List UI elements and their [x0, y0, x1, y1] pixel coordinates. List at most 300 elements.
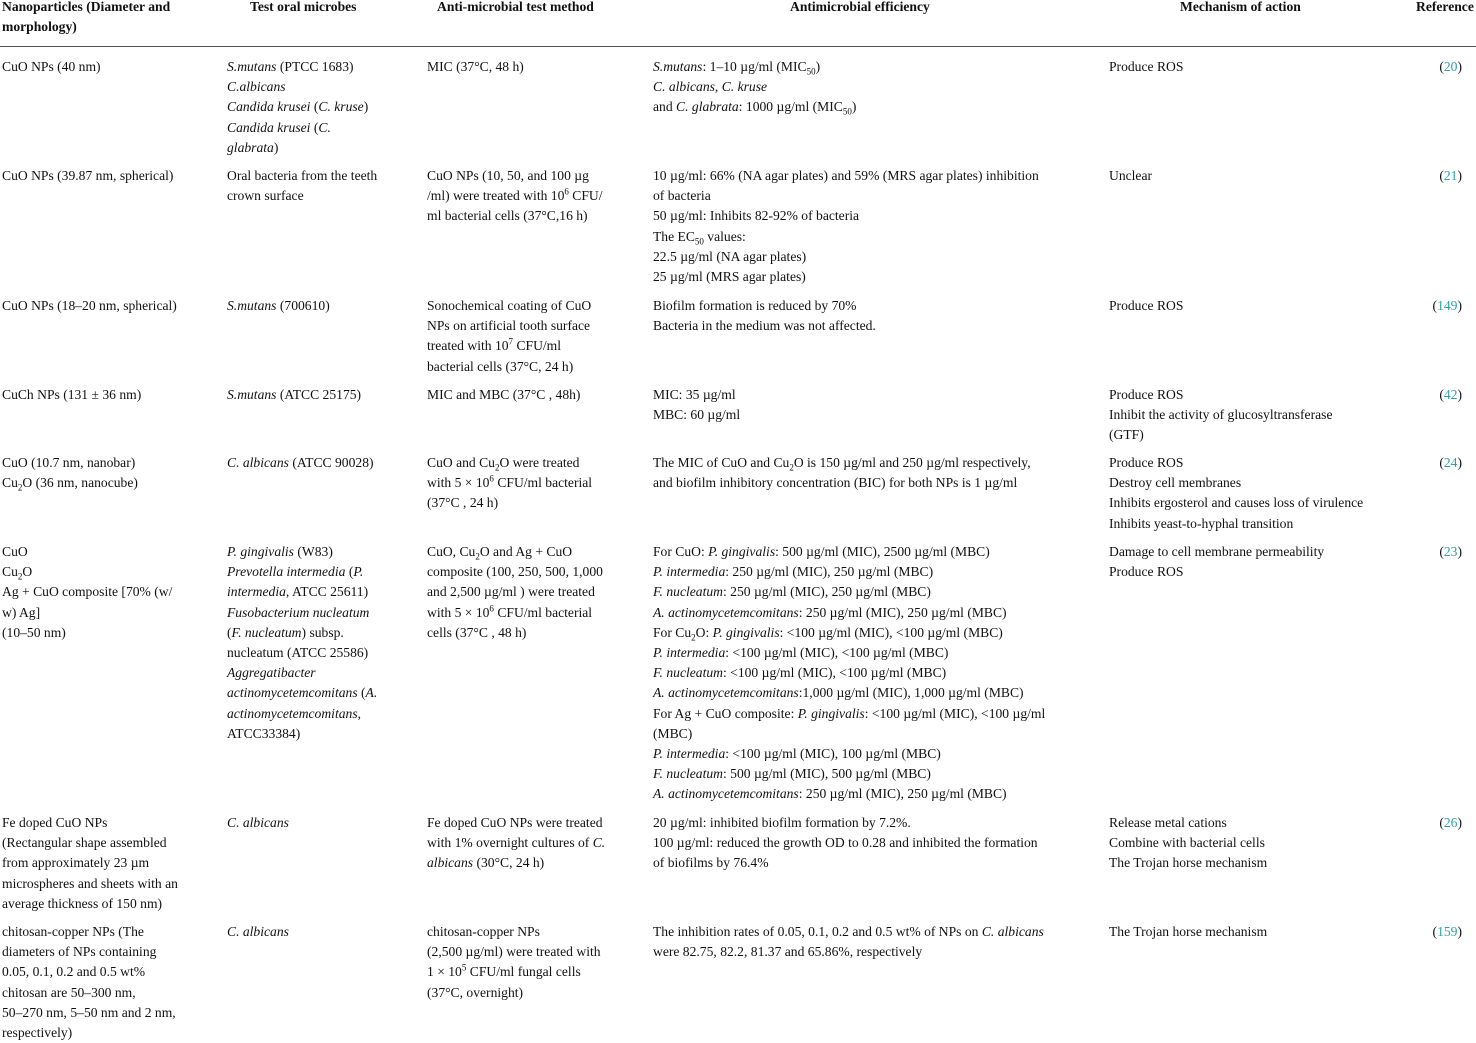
cell-line: [653, 247, 1093, 267]
text-run: NPs on artificial tooth surface: [427, 318, 591, 334]
cell-line: [1109, 922, 1409, 942]
cell-line: [653, 473, 1093, 493]
cell-line: [653, 186, 1093, 206]
cell-line: [1109, 514, 1409, 534]
text-run: C. glabrata: [676, 99, 739, 115]
cell-reference: [1433, 296, 1462, 316]
cell-line: [653, 922, 1093, 942]
cell-line: [227, 453, 422, 473]
cell-line: [2, 166, 207, 186]
cell-line: [427, 833, 642, 853]
cell-line: [427, 813, 642, 833]
text-run: Biofilm formation is reduced by 70%: [653, 298, 857, 313]
text-run: 50: [842, 107, 852, 118]
text-run: (W83): [293, 544, 333, 559]
cell-line: [427, 562, 642, 582]
text-run: P. gingivalis: [708, 544, 776, 559]
cell-mechanism: [1109, 813, 1409, 874]
cell-line: [653, 77, 1093, 97]
text-run: ): [363, 99, 369, 115]
text-run: of biofilms by 76.4%: [653, 855, 769, 871]
text-run: (: [310, 99, 319, 115]
text-run: S.mutans: [653, 59, 703, 74]
text-run: from approximately 23 µm: [2, 855, 150, 871]
text-run: O is 150 µg/ml and 250 µg/ml respectively,: [793, 455, 1031, 470]
cell-reference: [1439, 542, 1462, 562]
cell-nanoparticles: [2, 166, 207, 186]
text-run: Cu: [2, 564, 18, 580]
cell-line: [2, 853, 207, 873]
header-antimicrobial-efficiency: Antimicrobial efficiency: [790, 0, 930, 14]
cell-line: [227, 663, 422, 683]
text-run: CuO and Cu: [427, 455, 495, 470]
text-run: 6: [564, 186, 569, 197]
cell-line: [427, 336, 642, 356]
text-run: 50: [694, 236, 704, 247]
cell-line: [427, 603, 642, 623]
cell-line: [1109, 296, 1409, 316]
text-run: chitosan-copper NPs: [427, 924, 540, 939]
paren: (: [1432, 298, 1438, 313]
text-run: ): [851, 99, 857, 115]
text-run: nucleatum (ATCC 25586): [227, 645, 369, 661]
cell-line: [2, 296, 207, 316]
cell-line: [227, 542, 422, 562]
header-test-method: Anti-microbial test method: [437, 0, 594, 14]
text-run: CuO, Cu: [427, 544, 476, 559]
cell-test-method: [427, 166, 642, 227]
text-run: For Ag + CuO composite:: [653, 705, 798, 721]
text-run: O (36 nm, nanocube): [22, 475, 138, 491]
text-run: S.mutans: [227, 387, 277, 402]
cell-line: [2, 1003, 207, 1023]
cell-nanoparticles: [2, 813, 207, 914]
header-line: morphology): [2, 19, 77, 34]
paren: ): [1457, 924, 1462, 939]
text-run: O and Ag + CuO: [479, 544, 573, 559]
text-run: 2: [17, 571, 23, 582]
cell-line: [653, 296, 1093, 316]
cell-nanoparticles: [2, 922, 207, 1043]
text-run: : 250 µg/ml (MIC), 250 µg/ml (MBC): [798, 786, 1007, 802]
text-run: (Rectangular shape assembled: [2, 835, 167, 851]
cell-line: [2, 473, 207, 493]
text-run: with 5 × 10: [427, 604, 490, 620]
text-run: (700610): [276, 298, 330, 313]
text-run: Oral bacteria from the teeth: [227, 168, 378, 183]
text-run: O:: [695, 624, 713, 640]
paren: (: [1439, 168, 1444, 183]
cell-line: [2, 813, 207, 833]
text-run: A. actinomycetemcomitans: [653, 685, 799, 701]
text-run: O: [22, 564, 33, 580]
text-run: A. actinomycetemcomitans: [653, 604, 799, 620]
cell-line: [427, 853, 642, 873]
text-run: diameters of NPs containing: [2, 944, 157, 960]
cell-mechanism: [1109, 453, 1409, 534]
text-run: (: [357, 685, 366, 701]
text-run: (MBC): [653, 725, 693, 741]
cell-line: [653, 57, 1093, 77]
cell-line: [653, 724, 1093, 744]
cell-line: [427, 962, 642, 982]
text-run: CuO: [2, 544, 28, 559]
text-run: ) subsp.: [301, 624, 344, 640]
text-run: (37°C , 24 h): [427, 495, 499, 511]
text-run: CFU/ml fungal cells: [466, 964, 581, 980]
text-run: 25 µg/ml (MRS agar plates): [653, 269, 806, 285]
text-run: and: [653, 99, 677, 115]
text-run: : 500 µg/ml (MIC), 500 µg/ml (MBC): [722, 766, 931, 782]
cell-line: [1109, 853, 1409, 873]
text-run: Fe doped CuO NPs were treated: [427, 815, 603, 830]
cell-line: [1109, 166, 1409, 186]
cell-line: [1109, 542, 1409, 562]
cell-nanoparticles: [2, 453, 207, 493]
text-run: : 250 µg/ml (MIC), 250 µg/ml (MBC): [722, 584, 931, 600]
text-run: composite (100, 250, 500, 1,000: [427, 564, 603, 580]
cell-antimicrobial-efficiency: [653, 166, 1093, 287]
text-run: MIC and MBC (37°C , 48h): [427, 387, 581, 402]
cell-line: [2, 542, 207, 562]
cell-line: [427, 983, 642, 1003]
text-run: crown surface: [227, 188, 304, 204]
cell-line: [653, 166, 1093, 186]
cell-antimicrobial-efficiency: [653, 296, 1093, 336]
text-run: intermedia: [227, 584, 286, 600]
text-run: microspheres and sheets with an: [2, 875, 178, 891]
text-run: (ATCC 25175): [276, 387, 362, 402]
text-run: F. nucleatum: [653, 665, 723, 681]
text-run: O were treated: [499, 455, 580, 470]
text-run: were 82.75, 82.2, 81.37 and 65.86%, respectively: [653, 944, 923, 960]
text-run: 50–270 nm, 5–50 nm and 2 nm,: [2, 1004, 176, 1020]
cell-line: [2, 983, 207, 1003]
cell-line: [1109, 425, 1409, 445]
paren: (: [1439, 544, 1444, 559]
header-rule: [0, 46, 1476, 47]
cell-nanoparticles: [2, 542, 207, 643]
cell-line: [227, 813, 422, 833]
cell-line: [227, 138, 422, 158]
cell-line: [427, 493, 642, 513]
cell-line: [1109, 562, 1409, 582]
text-run: The Trojan horse mechanism: [1109, 924, 1268, 939]
cell-line: [653, 97, 1093, 117]
paren: ): [1457, 298, 1462, 313]
cell-test-method: [427, 542, 642, 643]
cell-test-oral-microbes: [227, 166, 422, 206]
cell-test-method: [427, 922, 642, 1003]
text-run: (ATCC 90028): [288, 455, 374, 470]
text-run: P. intermedia: [653, 564, 726, 580]
cell-line: [653, 582, 1093, 602]
cell-line: [653, 227, 1093, 247]
cell-nanoparticles: [2, 57, 207, 77]
text-run: 5: [461, 962, 467, 973]
cell-test-oral-microbes: [227, 922, 422, 942]
cell-line: [427, 473, 642, 493]
text-run: CFU/ml bacterial: [493, 475, 593, 491]
cell-line: [653, 405, 1093, 425]
text-run: : 1–10 µg/ml (MIC: [702, 59, 807, 74]
text-run: Produce ROS: [1109, 387, 1184, 402]
text-run: 6: [489, 473, 494, 484]
text-run: Inhibit the activity of glucosyltransferase: [1109, 407, 1333, 423]
text-run: MBC: 60 µg/ml: [653, 407, 741, 423]
cell-test-method: [427, 453, 642, 514]
text-run: /ml) were treated with 10: [427, 188, 565, 204]
cell-line: [1109, 833, 1409, 853]
cell-line: [2, 562, 207, 582]
cell-line: [2, 623, 207, 643]
paren: ): [1457, 544, 1462, 559]
reference-link[interactable]: 149: [1437, 298, 1458, 313]
text-run: (: [345, 564, 354, 580]
text-run: (30°C, 24 h): [473, 855, 545, 871]
text-run: ml bacterial cells (37°C,16 h): [427, 208, 588, 224]
text-run: chitosan are 50–300 nm,: [2, 984, 136, 1000]
cell-mechanism: [1109, 57, 1409, 77]
text-run: C.: [592, 835, 606, 851]
text-run: A. actinomycetemcomitans: [653, 786, 799, 802]
text-run: For Cu: [653, 624, 692, 640]
text-run: cells (37°C , 48 h): [427, 624, 527, 640]
cell-line: [2, 894, 207, 914]
cell-line: [1109, 813, 1409, 833]
reference-link[interactable]: 20: [1443, 59, 1458, 74]
reference-link[interactable]: 21: [1443, 168, 1458, 183]
text-run: with 1% overnight cultures of: [427, 835, 593, 851]
cell-line: [227, 118, 422, 138]
text-run: MIC: 35 µg/ml: [653, 387, 736, 402]
cell-antimicrobial-efficiency: [653, 542, 1093, 805]
cell-test-oral-microbes: [227, 453, 422, 473]
cell-reference: [1439, 813, 1462, 833]
cell-line: [427, 357, 642, 377]
cell-line: [2, 57, 207, 77]
cell-line: [427, 453, 642, 473]
text-run: : <100 µg/ml (MIC), <100 µg/ml (MBC): [725, 645, 949, 661]
text-run: values:: [703, 228, 746, 244]
cell-line: [653, 385, 1093, 405]
text-run: A.: [365, 685, 378, 701]
cell-line: [653, 453, 1093, 473]
cell-reference: [1433, 922, 1462, 942]
cell-test-oral-microbes: [227, 813, 422, 833]
reference-link[interactable]: 159: [1437, 924, 1458, 939]
cell-line: [227, 562, 422, 582]
text-run: Produce ROS: [1109, 298, 1184, 313]
cell-line: [427, 922, 642, 942]
cell-line: [2, 962, 207, 982]
text-run: : 500 µg/ml (MIC), 2500 µg/ml (MBC): [775, 544, 990, 559]
cell-line: [653, 813, 1093, 833]
text-run: of bacteria: [653, 188, 711, 204]
text-run: 2: [475, 551, 480, 562]
text-run: Aggregatibacter: [227, 665, 316, 681]
text-run: Cu: [2, 475, 18, 491]
text-run: 2: [691, 632, 696, 643]
text-run: C. albicans: [227, 924, 289, 939]
cell-line: [227, 704, 422, 724]
cell-line: [653, 562, 1093, 582]
cell-mechanism: [1109, 922, 1409, 942]
cell-line: [1109, 385, 1409, 405]
cell-line: [227, 186, 422, 206]
cell-nanoparticles: [2, 385, 207, 405]
cell-line: [653, 764, 1093, 784]
text-run: 100 µg/ml: reduced the growth OD to 0.28 and inhibited the formation: [653, 835, 1038, 851]
cell-test-oral-microbes: [227, 542, 422, 744]
text-run: actinomycetemcomitans: [227, 685, 358, 701]
cell-mechanism: [1109, 166, 1409, 186]
paren: (: [1439, 455, 1444, 470]
text-run: CuO NPs (40 nm): [2, 59, 101, 74]
cell-line: [653, 853, 1093, 873]
header-line: Nanoparticles (Diameter and: [2, 0, 171, 14]
paren: (: [1432, 924, 1438, 939]
text-run: w) Ag]: [2, 604, 41, 620]
cell-line: [1109, 405, 1409, 425]
text-run: CFU/ml bacterial: [493, 604, 593, 620]
text-run: chitosan-copper NPs (The: [2, 924, 144, 939]
text-run: Produce ROS: [1109, 455, 1184, 470]
text-run: The MIC of CuO and Cu: [653, 455, 790, 470]
cell-line: [1109, 493, 1409, 513]
cell-line: [427, 206, 642, 226]
cell-line: [1109, 473, 1409, 493]
text-run: 50 µg/ml: Inhibits 82-92% of bacteria: [653, 208, 860, 224]
cell-line: [2, 874, 207, 894]
cell-line: [2, 833, 207, 853]
cell-line: [2, 603, 207, 623]
paren: ): [1457, 815, 1462, 830]
text-run: Destroy cell membranes: [1109, 475, 1242, 491]
text-run: F. nucleatum: [653, 584, 723, 600]
paren: (: [1439, 815, 1444, 830]
text-run: : <100 µg/ml (MIC), <100 µg/ml: [864, 705, 1046, 721]
paren: ): [1457, 455, 1462, 470]
text-run: CuCh NPs (131 ± 36 nm): [2, 387, 142, 402]
cell-line: [653, 643, 1093, 663]
text-run: Bacteria in the medium was not affected.: [653, 318, 876, 334]
text-run: ATCC33384): [227, 725, 301, 741]
text-run: , ATCC 25611): [285, 584, 369, 600]
text-run: Candida krusei: [227, 99, 311, 115]
cell-line: [427, 186, 642, 206]
cell-line: [653, 784, 1093, 804]
cell-line: [653, 704, 1093, 724]
cell-line: [227, 97, 422, 117]
text-run: P. gingivalis: [227, 544, 294, 559]
header-nanoparticles: [2, 0, 170, 37]
text-run: : <100 µg/ml (MIC), <100 µg/ml (MBC): [722, 665, 947, 681]
text-run: (: [227, 624, 232, 640]
header-reference: Reference: [1416, 0, 1474, 14]
text-run: 2: [17, 482, 23, 493]
text-run: Candida krusei: [227, 119, 311, 135]
text-run: average thickness of 150 nm): [2, 895, 163, 911]
text-run: CuO NPs (10, 50, and 100 µg: [427, 168, 589, 183]
cell-mechanism: [1109, 542, 1409, 582]
text-run: (PTCC 1683): [276, 59, 354, 74]
cell-antimicrobial-efficiency: [653, 813, 1093, 874]
text-run: 1 × 10: [427, 964, 462, 980]
reference-link[interactable]: 23: [1443, 544, 1458, 559]
cell-line: [227, 603, 422, 623]
text-run: C.albicans: [227, 79, 286, 95]
text-run: 10 µg/ml: 66% (NA agar plates) and 59% (MRS agar plates) inhibition: [653, 168, 1039, 183]
text-run: Prevotella intermedia: [227, 564, 346, 580]
cell-line: [227, 77, 422, 97]
text-run: C.: [318, 119, 331, 135]
cell-mechanism: [1109, 385, 1409, 446]
text-run: CuO NPs (39.87 nm, spherical): [2, 168, 174, 183]
text-run: :1,000 µg/ml (MIC), 1,000 µg/ml (MBC): [798, 685, 1024, 701]
text-run: Ag + CuO composite [70% (w/: [2, 584, 173, 600]
cell-antimicrobial-efficiency: [653, 922, 1093, 962]
text-run: C. albicans: [981, 924, 1044, 939]
text-run: 0.05, 0.1, 0.2 and 0.5 wt%: [2, 964, 146, 980]
text-run: ): [815, 59, 821, 74]
text-run: treated with 10: [427, 338, 509, 354]
text-run: P. gingivalis: [712, 624, 780, 640]
text-run: 22.5 µg/ml (NA agar plates): [653, 248, 807, 264]
cell-line: [653, 206, 1093, 226]
paren: ): [1457, 59, 1462, 74]
paren: ): [1457, 168, 1462, 183]
text-run: ): [273, 139, 279, 155]
text-run: Produce ROS: [1109, 59, 1184, 74]
text-run: : <100 µg/ml (MIC), 100 µg/ml (MBC): [725, 746, 941, 762]
text-run: Release metal cations: [1109, 815, 1227, 830]
cell-reference: [1439, 166, 1462, 186]
reference-link[interactable]: 26: [1443, 815, 1458, 830]
cell-line: [427, 316, 642, 336]
cell-line: [653, 603, 1093, 623]
cell-line: [653, 267, 1093, 287]
text-run: : 250 µg/ml (MIC), 250 µg/ml (MBC): [798, 604, 1007, 620]
cell-antimicrobial-efficiency: [653, 57, 1093, 118]
cell-line: [227, 643, 422, 663]
cell-line: [227, 385, 422, 405]
text-run: C. kruse: [318, 99, 364, 115]
text-run: Inhibits ergosterol and causes loss of virulence: [1109, 495, 1364, 511]
text-run: Fusobacterium nucleatum: [227, 604, 370, 620]
cell-antimicrobial-efficiency: [653, 385, 1093, 425]
cell-line: [227, 683, 422, 703]
text-run: The EC: [653, 228, 695, 244]
text-run: (GTF): [1109, 427, 1144, 443]
text-run: with 5 × 10: [427, 475, 490, 491]
cell-line: [2, 385, 207, 405]
cell-test-method: [427, 813, 642, 874]
reference-link[interactable]: 42: [1443, 387, 1458, 402]
text-run: S.mutans: [227, 59, 277, 74]
cell-test-oral-microbes: [227, 57, 422, 158]
reference-link[interactable]: 24: [1443, 455, 1458, 470]
cell-test-method: [427, 296, 642, 377]
paren: (: [1439, 387, 1444, 402]
cell-line: [427, 942, 642, 962]
cell-line: [227, 296, 422, 316]
text-run: ,: [357, 705, 362, 721]
text-run: (10–50 nm): [2, 624, 66, 640]
cell-test-method: [427, 57, 642, 77]
text-run: 20 µg/ml: inhibited biofilm formation by 7.2%.: [653, 815, 911, 830]
header-test-oral-microbes: Test oral microbes: [250, 0, 357, 14]
